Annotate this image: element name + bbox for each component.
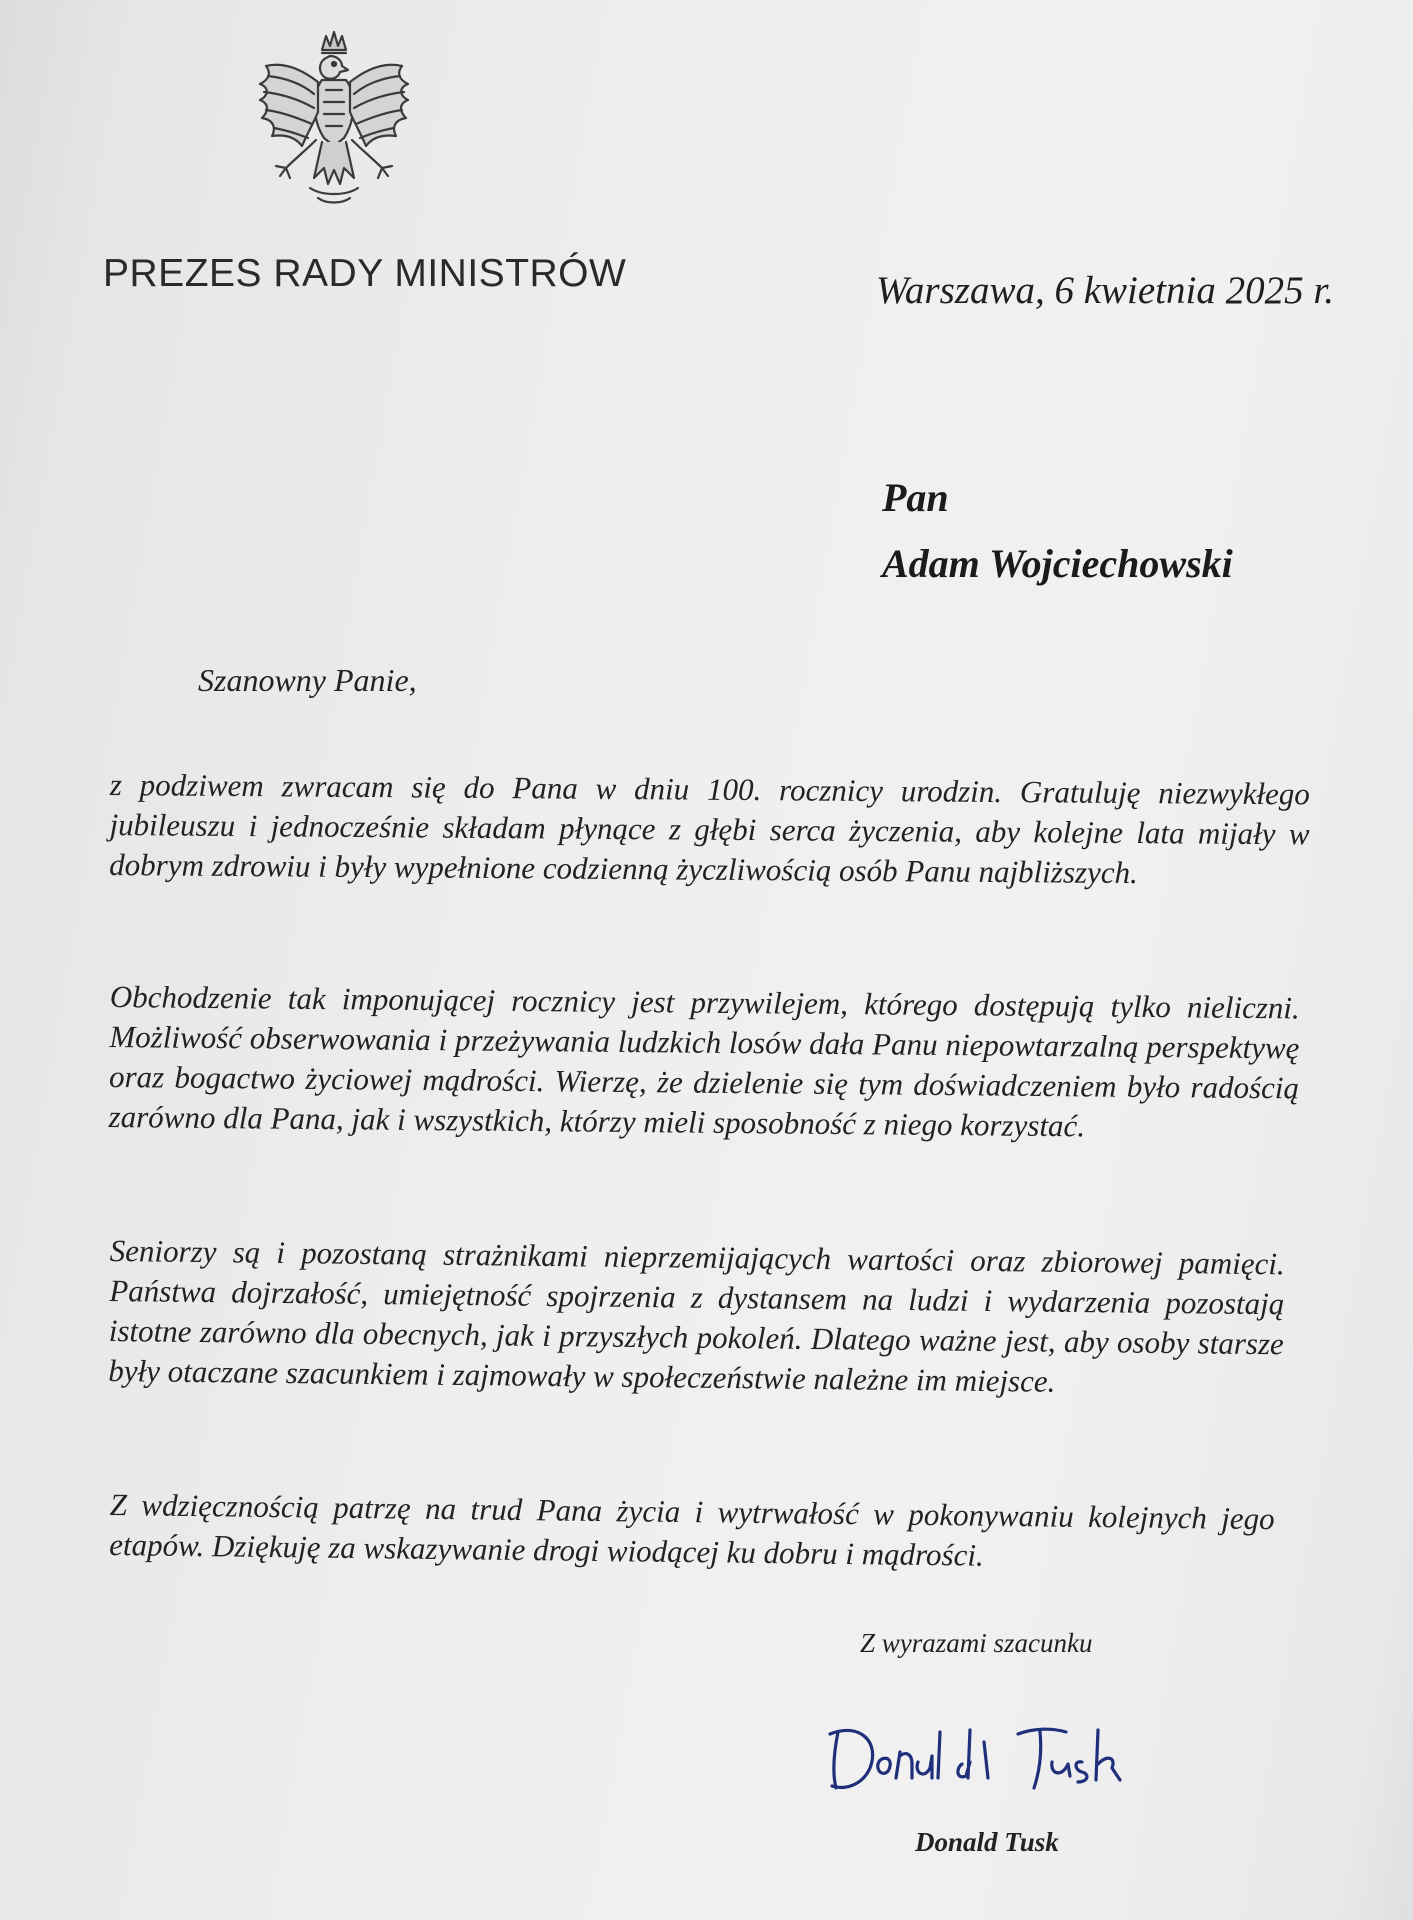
handwritten-signature <box>820 1712 1160 1802</box>
polish-eagle-emblem-icon <box>252 28 417 223</box>
place-date: Warszawa, 6 kwietnia 2025 r. <box>876 269 1334 312</box>
letter-paragraph-2: Obchodzenie tak imponującej rocznicy jest przywilejem, którego dostępują tylko nieliczni. Możliwość obserwowania i przeżywania ludzkich losów dała Panu niepowtarzalną perspektywę oraz bogactwo życiowej mądrości. Wierzę, że dzielenie się tym doświadczeniem było radością zarówno dla Pana, jak i wszystkich, którzy mieli sposobność z niego korzystać. <box>108 978 1300 1144</box>
letter-paragraph-1: z podziwem zwracam się do Pana w dniu 100. rocznicy urodzin. Gratuluję niezwykłego jubileuszu i jednocześnie składam płynące z głębi serca życzenia, aby kolejne lata mijały w dobrym zdrowiu i były wypełnione codzienną życzliwością osób Panu najbliższych. <box>109 766 1310 891</box>
letter-paragraph-3: Seniorzy są i pozostaną strażnikami nieprzemijających wartości oraz zbiorowej pamięci. Państwa dojrzałość, umiejętność spojrzenia z dystansem na ludzi i wydarzenia pozostają istotne zarówno dla obecnych, jak i przyszłych pokoleń. Dlatego ważne jest, aby osoby starsze były otaczane szacunkiem i zajmowały w społeczeństwie należne im miejsce. <box>108 1232 1285 1399</box>
letter-paragraph-4: Z wdzięcznością patrzę na trud Pana życia i wytrwałość w pokonywaniu kolejnych jego etapów. Dziękuję za wskazywanie drogi wiodącej ku dobru i mądrości. <box>109 1486 1275 1573</box>
recipient-block <box>882 465 1233 597</box>
office-title: PREZES RADY MINISTRÓW <box>103 252 627 295</box>
signer-name: Donald Tusk <box>915 1827 1059 1857</box>
recipient-title: Pan <box>882 475 949 520</box>
closing-phrase: Z wyrazami szacunku <box>860 1628 1093 1658</box>
recipient-name: Adam Wojciechowski <box>882 541 1233 586</box>
signature-text <box>0 0 1 1</box>
salutation: Szanowny Panie, <box>198 662 417 698</box>
